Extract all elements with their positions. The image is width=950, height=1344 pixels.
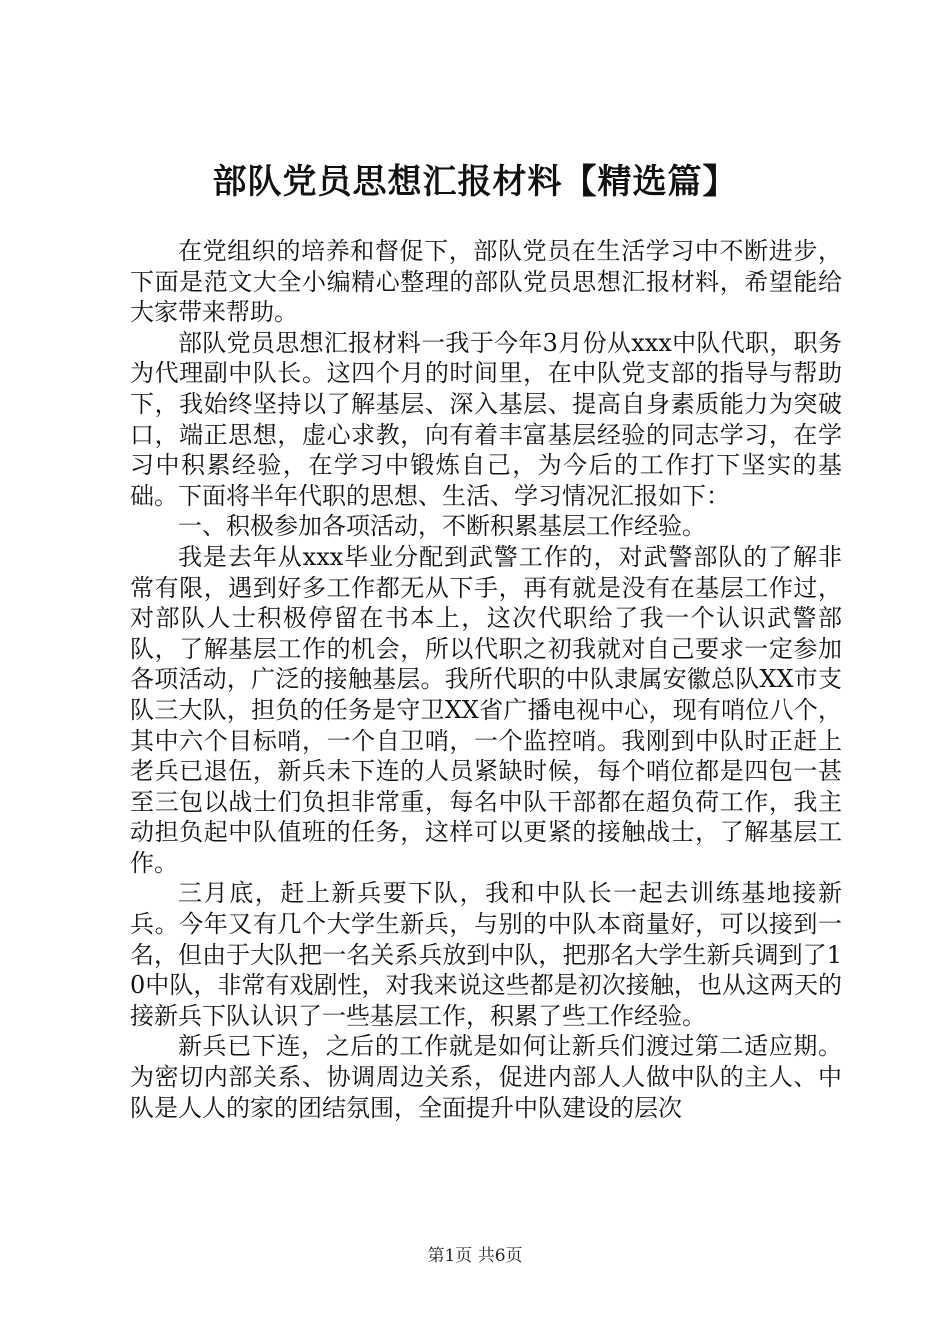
page-footer: 第1页 共6页: [427, 1246, 523, 1266]
document-body: [130, 236, 842, 1123]
paragraph-report-one: 部队党员思想汇报材料一我于今年3月份从xxx中队代职，职务为代理副中队长。这四个月的时间里，在中队党支部的指导与帮助下，我始终坚持以了解基层、深入基层、提高自身素质能力为突破口，端正思想，虚心求教，向有着丰富基层经验的同志学习，在学习中积累经验，在学习中锻炼自己，为今后的工作打下坚实的基础。下面将半年代职的思想、生活、学习情况汇报如下：: [130, 328, 842, 510]
paragraph-section-heading: 一、积极参加各项活动，不断积累基层工作经验。: [178, 512, 706, 541]
paragraph-new-recruits: 三月底，赶上新兵要下队，我和中队长一起去训练基地接新兵。今年又有几个大学生新兵，与别的中队本商量好，可以接到一名，但由于大队把一名关系兵放到中队，把那名大学生新兵调到了10中队，非常有戏剧性，对我来说这些都是初次接触，也从这两天的接新兵下队认识了一些基层工作，积累了些工作经验。: [130, 879, 842, 1030]
paragraph-adaptation: 新兵已下连，之后的工作就是如何让新兵们渡过第二适应期。为密切内部关系、协调周边关系，促进内部人人做中队的主人、中队是人人的家的团结氛围，全面提升中队建设的层次: [130, 1032, 842, 1122]
paragraph-background: 我是去年从xxx毕业分配到武警工作的，对武警部队的了解非常有限，遇到好多工作都无从下手，再有就是没有在基层工作过，对部队人士积极停留在书本上，这次代职给了我一个认识武警部队，了解基层工作的机会，所以代职之初我就对自己要求一定参加各项活动，广泛的接触基层。我所代职的中队隶属安徽总队XX市支队三大队，担负的任务是守卫XX省广播电视中心，现有哨位八个，其中六个目标哨，一个自卫哨，一个监控哨。我刚到中队时正赶上老兵已退伍，新兵未下连的人员紧缺时候，每个哨位都是四包一甚至三包以战士们负担非常重，每名中队干部都在超负荷工作，我主动担负起中队值班的任务，这样可以更紧的接触战士，了解基层工作。: [130, 542, 842, 877]
paragraph-intro: 在党组织的培养和督促下，部队党员在生活学习中不断进步，下面是范文大全小编精心整理的部队党员思想汇报材料，希望能给大家带来帮助。: [130, 237, 842, 327]
document-title: 部队党员思想汇报材料【精选篇】: [212, 162, 738, 202]
